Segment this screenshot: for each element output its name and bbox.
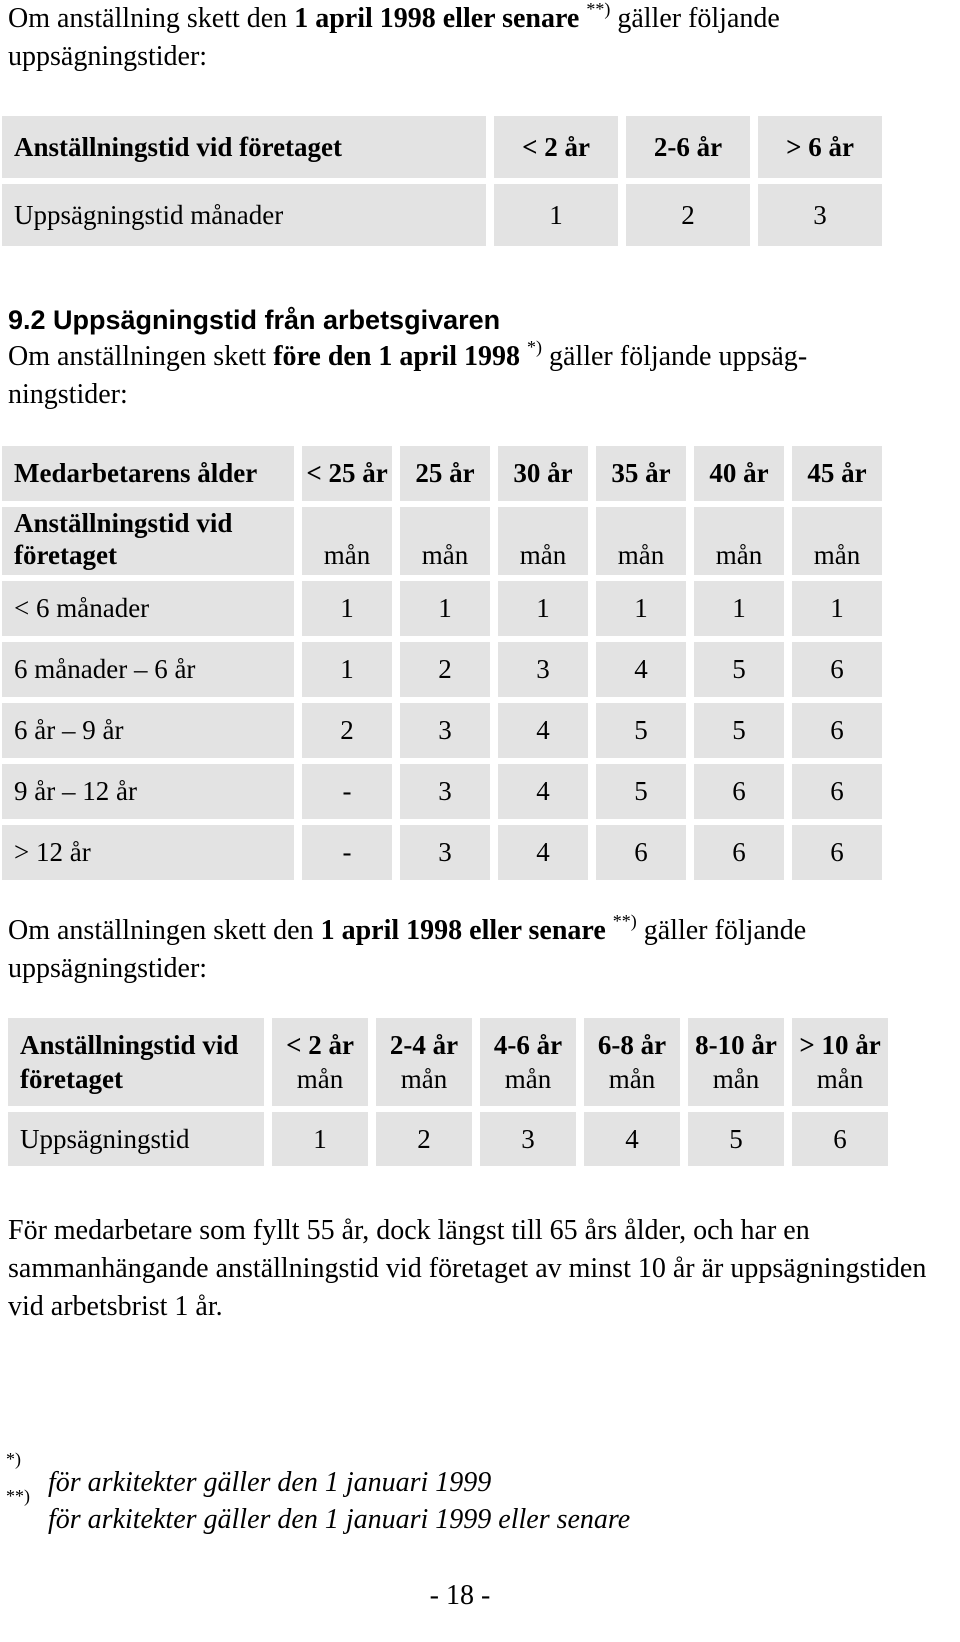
table-cell: -	[302, 825, 392, 880]
table-header-cell: mån	[302, 507, 392, 575]
table-cell: 6	[596, 825, 686, 880]
table-cell: 2	[302, 703, 392, 758]
table-notice-period-employee	[0, 110, 890, 252]
table-cell: 6	[694, 825, 784, 880]
table-header-cell: 40 år	[694, 446, 784, 501]
table-header-cell: 30 år	[498, 446, 588, 501]
table-cell: 6 år – 9 år	[2, 703, 294, 758]
intro-3-post: gäller följande uppsägningstider:	[8, 915, 807, 984]
table-header-cell: 45 år	[792, 446, 882, 501]
intro-1-sup: **)	[586, 0, 611, 19]
table-cell: 5	[694, 703, 784, 758]
table-header-cell: mån	[596, 507, 686, 575]
column-unit: mån	[816, 1064, 864, 1094]
table-cell: 1	[400, 581, 490, 636]
column-unit: mån	[504, 1064, 552, 1094]
table-header-cell: 35 år	[596, 446, 686, 501]
column-range: 8-10 år	[695, 1030, 777, 1060]
table-cell: 6	[694, 764, 784, 819]
table-cell: 4	[596, 642, 686, 697]
table-cell: 5	[694, 642, 784, 697]
table-cell: 3	[400, 703, 490, 758]
section-heading: 9.2 Uppsägningstid från arbetsgivaren	[8, 305, 501, 335]
column-range: 6-8 år	[597, 1030, 667, 1060]
table-cell: 4	[584, 1112, 680, 1166]
table-cell: 1	[494, 184, 618, 246]
table-header-cell: > 6 år	[758, 116, 882, 178]
table-cell: 2	[400, 642, 490, 697]
table-cell: 3	[480, 1112, 576, 1166]
table-cell: 1	[792, 581, 882, 636]
intro-paragraph-3	[8, 912, 928, 988]
intro-1-pre: Om anställning skett den	[8, 3, 295, 34]
table-cell: 4	[498, 703, 588, 758]
page-number: - 18 -	[429, 1580, 491, 1611]
table-cell: Uppsägningstid	[8, 1112, 264, 1166]
table-cell: 5	[596, 764, 686, 819]
intro-2-post: gäller följande uppsägningstider:	[8, 341, 808, 410]
table-notice-period-employer-after-1998	[0, 1012, 896, 1172]
table-cell: > 12 år	[2, 825, 294, 880]
table-header-cell: 25 år	[400, 446, 490, 501]
table-cell: 6	[792, 764, 882, 819]
column-unit: mån	[296, 1064, 344, 1094]
table-cell: 3	[758, 184, 882, 246]
column-range: 2-4 år	[389, 1030, 459, 1060]
table-header-cell	[376, 1018, 472, 1106]
intro-paragraph-1	[8, 0, 908, 76]
table-cell: 1	[302, 581, 392, 636]
table-header-cell: Anställningstid vid företaget	[2, 116, 486, 178]
table-row	[2, 825, 882, 880]
intro-3-pre: Om anställningen skett den	[8, 915, 321, 946]
table-header-row	[2, 446, 882, 501]
intro-2-sup: *)	[527, 336, 542, 357]
table-cell: 3	[400, 764, 490, 819]
column-range: 4-6 år	[493, 1030, 563, 1060]
table-header-cell: mån	[498, 507, 588, 575]
table-header-cell	[584, 1018, 680, 1106]
table-row	[8, 1112, 888, 1166]
table-cell: 1	[694, 581, 784, 636]
footnote-1: *) för arkitekter gäller den 1 januari 1999	[6, 1449, 492, 1498]
table-header-cell: 2-6 år	[626, 116, 750, 178]
table-cell: 6 månader – 6 år	[2, 642, 294, 697]
table-subheader-row	[2, 507, 882, 575]
intro-3-sup: **)	[612, 910, 637, 931]
table-cell: 1	[272, 1112, 368, 1166]
table-cell: 4	[498, 764, 588, 819]
table-header-cell: Anställningstid vid företaget	[2, 507, 294, 575]
table-row	[2, 764, 882, 819]
footnote-text: för arkitekter gäller den 1 januari 1999 eller senare	[48, 1504, 631, 1535]
table-cell: 6	[792, 1112, 888, 1166]
table-cell: 1	[498, 581, 588, 636]
table-row	[2, 581, 882, 636]
table-header-row	[8, 1018, 888, 1106]
table-header-cell	[688, 1018, 784, 1106]
table-header-row	[2, 116, 882, 178]
column-unit: mån	[712, 1064, 760, 1094]
column-unit: mån	[400, 1064, 448, 1094]
table-row	[2, 184, 882, 246]
table-cell: 4	[498, 825, 588, 880]
intro-paragraph-2	[8, 338, 908, 414]
intro-3-bold: 1 april 1998 eller senare	[320, 915, 606, 946]
table-cell: 2	[376, 1112, 472, 1166]
table-row	[2, 642, 882, 697]
column-range: > 10 år	[799, 1030, 881, 1060]
table-header-cell	[272, 1018, 368, 1106]
table-cell: -	[302, 764, 392, 819]
intro-1-post: gäller följande uppsägningstider:	[8, 3, 780, 72]
footnote-text: för arkitekter gäller den 1 januari 1999	[48, 1467, 492, 1498]
table-cell: 3	[400, 825, 490, 880]
column-range: < 2 år	[286, 1030, 354, 1060]
table-header-cell: < 25 år	[302, 446, 392, 501]
intro-2-bold: före den 1 april 1998	[273, 341, 520, 372]
table-header-cell: Anställningstid vid företaget	[8, 1018, 264, 1106]
table-header-cell: mån	[792, 507, 882, 575]
column-unit: mån	[608, 1064, 656, 1094]
table-cell: Uppsägningstid månader	[2, 184, 486, 246]
table-header-cell: mån	[694, 507, 784, 575]
intro-1-bold: 1 april 1998 eller senare	[294, 3, 580, 34]
table-cell: 6	[792, 703, 882, 758]
table-notice-period-employer-before-1998	[0, 440, 890, 886]
table-cell: 6	[792, 642, 882, 697]
intro-2-pre: Om anställningen skett	[8, 341, 274, 372]
table-header-cell	[792, 1018, 888, 1106]
table-cell: < 6 månader	[2, 581, 294, 636]
table-row	[2, 703, 882, 758]
table-cell: 3	[498, 642, 588, 697]
table-cell: 6	[792, 825, 882, 880]
table-header-cell: Medarbetarens ålder	[2, 446, 294, 501]
table-header-cell: mån	[400, 507, 490, 575]
footnote-2: **) för arkitekter gäller den 1 januari 1999 eller senare	[6, 1486, 631, 1535]
table-cell: 9 år – 12 år	[2, 764, 294, 819]
table-cell: 5	[688, 1112, 784, 1166]
table-cell: 2	[626, 184, 750, 246]
note-paragraph: För medarbetare som fyllt 55 år, dock längst till 65 års ålder, och har en sammanhängande anställningstid vid företaget av minst 10 år är uppsägningstiden vid arbetsbrist 1 år.	[8, 1215, 927, 1322]
table-cell: 5	[596, 703, 686, 758]
table-cell: 1	[596, 581, 686, 636]
table-cell: 1	[302, 642, 392, 697]
table-header-cell	[480, 1018, 576, 1106]
table-header-cell: < 2 år	[494, 116, 618, 178]
